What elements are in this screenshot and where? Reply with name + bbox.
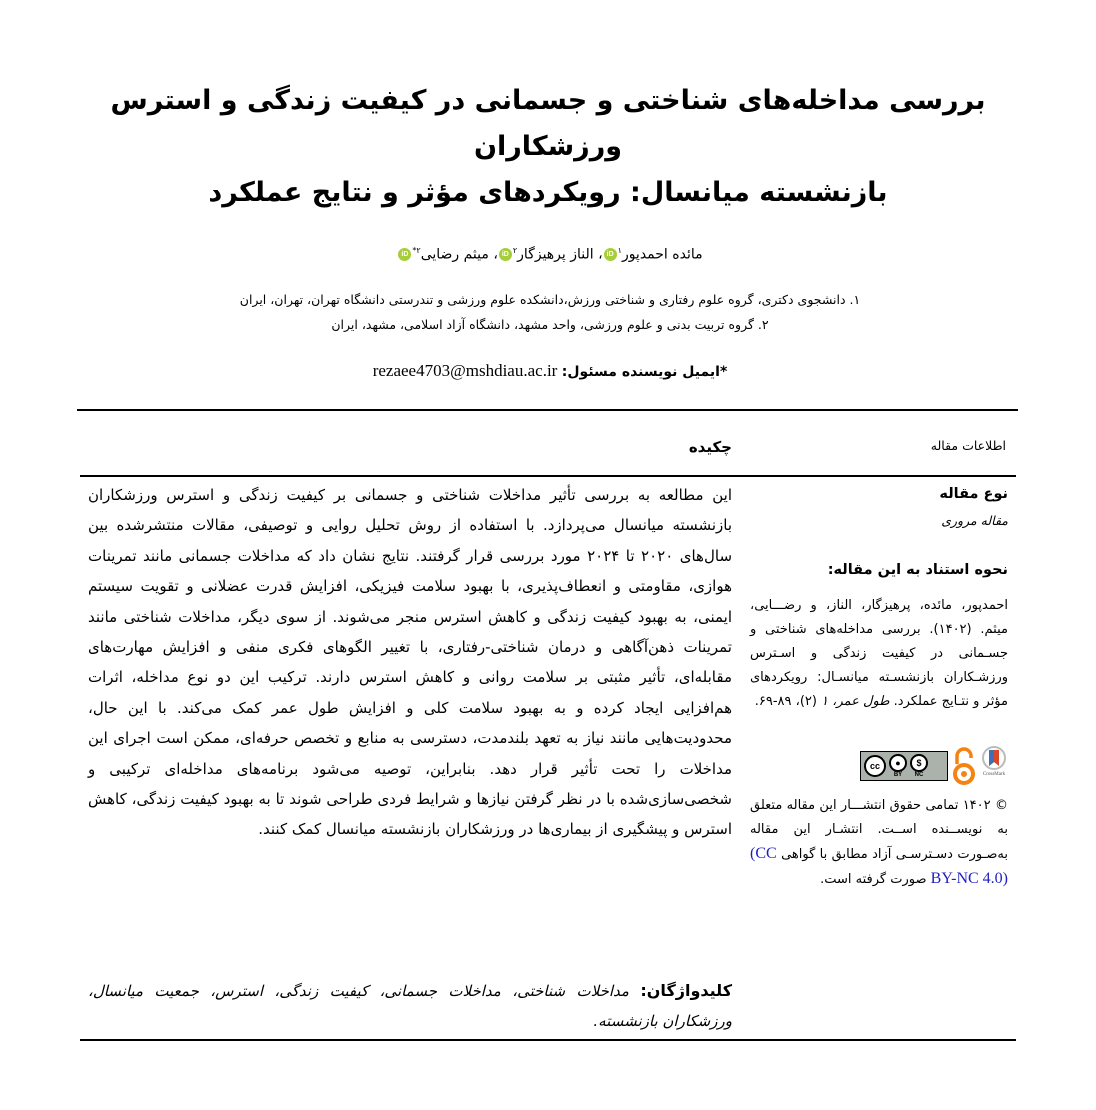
citation-text: [750, 594, 1008, 714]
keywords-list: مداخلات شناختی، مداخلات جسمانی، کیفیت زندگی، استرس، جمعیت میانسال، ورزشکاران بازنشسته.: [88, 982, 732, 1030]
crossmark-icon: [982, 746, 1006, 772]
license-badges: [750, 744, 1008, 788]
author-separator: ،: [488, 246, 498, 263]
license-link[interactable]: (CC BY-NC 4.0): [750, 845, 1008, 887]
bottom-divider: [80, 1039, 1016, 1041]
nc-label: NC: [914, 772, 924, 778]
author-name: میثم رضایی: [420, 246, 489, 263]
orcid-icon[interactable]: iD: [604, 248, 617, 261]
affiliation-marker: ۱: [617, 246, 622, 255]
affiliation-1: ۱. دانشجوی دکتری، گروه علوم رفتاری و شناختی ورزش،دانشکده علوم ورزشی و تندرستی دانشگاه تهران، تهران، ایران: [239, 292, 861, 307]
cc-icon: cc: [864, 755, 886, 777]
by-block: [889, 754, 907, 778]
affiliation-2: ۲. گروه تربیت بدنی و علوم ورزشی، واحد مشهد، دانشگاه آزاد اسلامی، مشهد، ایران: [331, 317, 769, 332]
header-divider: [80, 475, 1016, 477]
affiliation-marker: ۲: [512, 246, 518, 255]
by-label: BY: [893, 772, 903, 778]
open-access-icon[interactable]: [952, 746, 976, 786]
article-type-heading: نوع مقاله: [939, 486, 1008, 502]
affiliations: [200, 287, 900, 337]
article-info-sidebar: [750, 480, 1008, 892]
citation-pages: (۲)، ۸۹-۶۹.: [754, 694, 817, 709]
nc-block: [910, 754, 928, 778]
author-list: [200, 239, 900, 267]
noncommercial-icon: $: [910, 754, 928, 772]
author-name: الناز پرهیزگار: [517, 246, 594, 263]
citation-body: احمدپور، مائده، پرهیزگار، الناز، و رضـــایی، میثم. (۱۴۰۲). بررسی مداخله‌های شناختی و جسـمانی در کیفیت زندگی و اسـترس ورزشـکاران بازنشسـته میانسـال: رویکردهای مؤثر و نتـایج عملکرد.: [750, 598, 1008, 709]
citation-journal: طول عمر، ۱: [821, 694, 890, 709]
corresponding-author: [200, 359, 900, 384]
article-type-value: مقاله مروری: [941, 513, 1008, 528]
corresponding-label: *ایمیل نویسنده مسئول:: [561, 364, 728, 380]
affiliation-marker: ۲*: [412, 246, 421, 255]
copyright-notice: [750, 794, 1008, 892]
corresponding-email-link[interactable]: rezaee4703@mshdiau.ac.ir: [372, 361, 558, 380]
copyright-tail: صورت گرفته است.: [820, 872, 927, 887]
crossmark-badge[interactable]: [980, 746, 1008, 786]
paper-title: [80, 78, 1016, 216]
abstract-body: [88, 480, 732, 845]
orcid-icon[interactable]: iD: [499, 248, 512, 261]
abstract-heading: چکیده: [688, 438, 732, 456]
cc-by-nc-badge[interactable]: [860, 751, 948, 781]
top-divider: [77, 409, 1018, 411]
author-name: مائده احمدپور: [621, 246, 703, 263]
keywords-label: کلیدواژگان:: [640, 981, 732, 1000]
keywords: [88, 976, 732, 1036]
paper-title-line-2: بازنشسته میانسال: رویکردهای مؤثر و نتایج عملکرد: [208, 177, 888, 208]
abstract-text: این مطالعه به بررسی تأثیر مداخلات شناختی و جسمانی بر کیفیت زندگی و استرس ورزشکاران بازنشسته میانسال می‌پردازد. با استفاده از روش تحلیل روایی و توصیفی، مقالات منتشرشده بین سال‌های ۲۰۲۰ تا ۲۰۲۴ مورد بررسی قرار گرفتند. نتایج نشان داد که مداخلات جسمانی مانند تمرینات هوازی، مقاومتی و انعطاف‌پذیری، با بهبود سلامت فیزیکی، افزایش قدرت عضلانی و تقویت سیستم ایمنی، به بهبود کیفیت زندگی و کاهش استرس منجر می‌شوند. از سوی دیگر، مداخلات شناختی مانند تمرینات ذهن‌آگاهی و درمان شناختی-رفتاری، با تغییر الگوهای فکری منفی و افزایش مهارت‌های مقابله‌ای، تأثیر مثبتی بر سلامت روانی و کاهش استرس دارند. ترکیب این دو نوع مداخله، اثرات هم‌افزایی ایجاد کرده و به بهبود سلامت کلی و افزایش طول عمر کمک می‌کند. با این حال، محدودیت‌هایی مانند نیاز به تعهد بلندمدت، دسترسی به منابع و تخصص حرفه‌ای، ممکن است اجرای این مداخلات را تحت تأثیر قرار دهد. بنابراین، توصیه می‌شود برنامه‌های مداخله‌ای ترکیبی و شخصی‌سازی‌شده با در نظر گرفتن نیازها و شرایط فردی طراحی شوند تا به بهبود کیفیت زندگی، کاهش استرس و پیشگیری از بیماری‌ها در ورزشکاران بازنشسته میانسال کمک کنند.: [88, 486, 733, 839]
orcid-icon[interactable]: iD: [398, 248, 411, 261]
paper-title-line-1: بررسی مداخله‌های شناختی و جسمانی در کیفیت زندگی و استرس ورزشکاران: [110, 85, 986, 162]
copyright-text: © ۱۴۰۲ تمامی حقوق انتشـــار این مقاله متعلق به نویســنده اســت. انتشـار این مقاله به‌صـورت دسـترسـی آزاد مطابق با گواهی: [750, 798, 1008, 862]
attribution-icon: ●: [889, 754, 907, 772]
crossmark-label: CrossMark: [982, 772, 1006, 777]
article-info-heading: اطلاعات مقاله: [930, 438, 1006, 453]
author-separator: ،: [593, 246, 603, 263]
citation-heading: نحوه استناد به این مقاله:: [827, 562, 1008, 578]
